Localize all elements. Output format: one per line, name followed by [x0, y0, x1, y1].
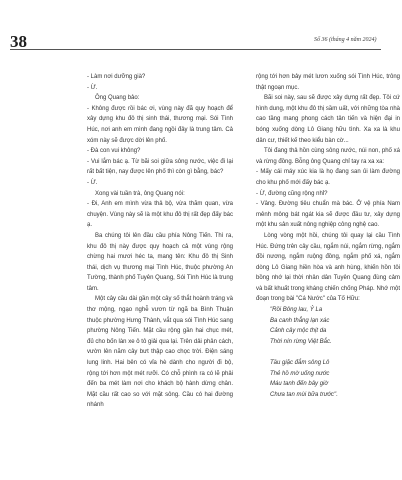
poem-line: Thẻ hồ mờ uống nước: [270, 370, 330, 377]
right-column: [256, 72, 400, 400]
paragraph: - Đi, Anh em mình vừa thả bộ, vừa thăm quan, vừa chuyện. Vùng này sẽ là một khu đô thị rất đẹp đấy bác ạ.: [87, 201, 233, 229]
poem-line: Ba canh thẳng lạn xác: [270, 317, 330, 324]
paragraph: - Ừ, đường cũng rộng nhỉ?: [256, 190, 328, 197]
paragraph: - Mấy cái máy xúc kia là họ đang san ủi làm đường cho khu phố mới đấy bác ạ.: [256, 169, 400, 186]
paragraph: - Ừ.: [87, 84, 98, 91]
paragraph: - Không được rồi bác ơi, vùng này đã quy hoạch để xây dựng khu đô thị sinh thái, thương mại. Sói Tình Húc, nơi anh em mình đang ngồi đây là trung tâm. Cả xóm này sẽ được dời lên phố.: [87, 105, 233, 144]
paragraph: rộng tới hơn bảy mét lươn xuống sói Tình Húc, trông thật ngoạn mục.: [256, 74, 400, 91]
paragraph: Ông Quang bảo:: [95, 95, 140, 102]
left-column: [87, 72, 233, 411]
poem-line: Tầu giặc đắm sông Lô: [270, 360, 330, 367]
paragraph: - Vui lắm bác ạ. Từ bãi soi giữa sông nước, việc đi lại rất bất tiện, nay được lên phố thì còn gì bằng, bác?: [87, 158, 233, 176]
paragraph: - Làm nơi dưỡng già?: [87, 74, 146, 80]
header-rule: [10, 49, 381, 50]
paragraph: Lòng vòng một hồi, chúng tôi quay lại cầu Tình Húc. Đứng trên cây cầu, ngắm núi, ngắm rừng, ngắm đồi nương, ngắm ruộng đồng, ngắm phố xá, ngắm dòng Lô Giang hiền hòa và anh hùng, khiến hồn tôi bồng nhớ lại thời nhân dân Tuyên Quang đùng cảm và bất khuất trong kháng chiến chống Pháp. Nhớ một đoạn trong bài "Cá Nước" của Tố Hữu:: [256, 232, 400, 303]
paragraph: - Đà con vui không?: [87, 148, 141, 155]
paragraph: Tôi đang thả hồn cùng sông nước, núi non, phố xá và rừng đồng. Bỗng ông Quang chỉ tay ra xa xa:: [256, 148, 400, 165]
paragraph: - Vâng. Đường tiêu chuẩn mà bác. Ở vệ phía Nam mênh mông bát ngát kia sẽ được đầu tư, xây dựng một khu sản xuất nông nghiệp công nghệ cao.: [256, 201, 400, 229]
poem-line: "Rồi Bông lau, Ỷ La: [270, 307, 323, 314]
poem: [256, 305, 400, 400]
paragraph: Xong vài tuần trà, ông Quang nói:: [95, 190, 185, 197]
paragraph: Một cây cầu dài gần một cây số thắt hoành tráng và thơ mộng, ngạo nghễ vươn từ ngã ba Bình Thuận thuộc phường Hưng Thành, vắt qua sói Tình Húc sang phường Nông Tiến. Mặt cầu rộng gần hai chục mét, đủ cho bốn làn xe ô tô giải qua lại. Trên dải phân cách, vườn lên năm cây bưt thập cao chọc trời. Điện sáng lung linh. Hai bên có vỉa hè dành cho người đi bộ, rộng tới hơn một mét rưỡi. Có chỗ phình ra có lẽ phải đến ba mét làm nơi cho khách bộ hành dừng chân. Mặt cầu rất cao so với mặt sông. Cầu có hai đường nhánh: [87, 296, 233, 409]
poem-line: Thời nín rừng Việt Bắc.: [270, 338, 332, 345]
paragraph: Ba chúng tôi lên đầu cầu phía Nông Tiến. Thì ra, khu đô thị này được quy hoạch cả một vùng rộng chừng hai mươi héc ta, mang tên: Khu đô thị Sinh thái, dịch vụ thương mại Tình Húc, thuộc phường An Tường, thành phố Tuyên Quang, Sói Tình Húc là trung tâm.: [87, 232, 233, 292]
issue-label: Số 36 (tháng 4 năm 2024): [314, 37, 377, 43]
page-number: 38: [10, 32, 27, 51]
poem-line: Chưa tan mùi bữa trước".: [270, 391, 338, 398]
poem-line: Cảnh cây mộc thịt da: [270, 328, 327, 335]
poem-line: Máu tanh đến bây giờ: [270, 381, 328, 388]
paragraph: - Ừ.: [87, 179, 98, 186]
paragraph: Bãi soi này, sau sẽ được xây dựng rất đẹp. Tôi cứ hình dung, một khu đô thị sầm uất, với những tòa nhà cao tầng mang phong cách tân tiến và hiện đại in bóng xuống dòng Lô Giang hữu tình. Xa xa là khu dân cư, thiết kế theo kiểu bàn cờ...: [256, 95, 400, 144]
